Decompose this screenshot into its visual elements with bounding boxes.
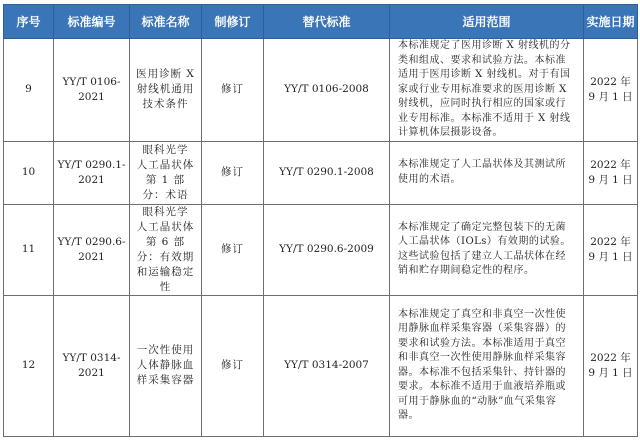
cell-date: 2022 年 9 月 1 日 bbox=[584, 295, 638, 436]
cell-scope: 本标准规定了医用诊断 X 射线机的分类和组成、要求和试验方法。本标准适用于医用诊断 X 射线机。对于有国家或行业专用标准要求的医用诊断 X 射线机，应同时执行相应的国家或行业专用标准。本标准不适用于 X 射线计算机体层摄影设备。 bbox=[390, 39, 584, 142]
cell-date: 2022 年 9 月 1 日 bbox=[584, 39, 638, 142]
cell-no: 10 bbox=[4, 141, 54, 204]
cell-type: 修订 bbox=[202, 39, 264, 142]
cell-scope: 本标准规定了人工晶状体及其测试所使用的术语。 bbox=[390, 141, 584, 204]
cell-name: 医用诊断 X 射线机通用技术条件 bbox=[130, 39, 202, 142]
cell-replaces: YY/T 0314-2007 bbox=[264, 295, 390, 436]
cell-type: 修订 bbox=[202, 141, 264, 204]
cell-scope: 本标准规定了真空和非真空一次性使用静脉血样采集容器（采集容器）的要求和试验方法。本标准适用于真空和非真空一次性使用静脉血样采集容器。本标准不包括采集针、持针器的要求。本标准不适用于血液培养瓶或可用于静脉血的“动脉”血气采集容器。 bbox=[390, 295, 584, 436]
cell-date: 2022 年 9 月 1 日 bbox=[584, 204, 638, 295]
cell-scope: 本标准规定了确定完整包装下的无菌人工晶状体（IOLs）有效期的试验。这些试验包括了建立人工晶状体在经销和贮存期间稳定性的程序。 bbox=[390, 204, 584, 295]
table-row bbox=[4, 295, 638, 436]
cell-no: 12 bbox=[4, 295, 54, 436]
cell-code: YY/T 0106-2021 bbox=[54, 39, 130, 142]
table-row bbox=[4, 204, 638, 295]
header-replaces: 替代标准 bbox=[264, 5, 390, 39]
cell-code: YY/T 0290.6-2021 bbox=[54, 204, 130, 295]
standards-table bbox=[3, 4, 638, 437]
cell-name: 眼科光学 人工晶状体 第 6 部分：有效期和运输稳定性 bbox=[130, 204, 202, 295]
cell-no: 9 bbox=[4, 39, 54, 142]
header-type: 制修订 bbox=[202, 5, 264, 39]
table-header-row bbox=[4, 5, 638, 39]
cell-code: YY/T 0314-2021 bbox=[54, 295, 130, 436]
cell-date: 2022 年 9 月 1 日 bbox=[584, 141, 638, 204]
cell-type: 修订 bbox=[202, 295, 264, 436]
table-row bbox=[4, 141, 638, 204]
cell-name: 眼科光学 人工晶状体 第 1 部分：术语 bbox=[130, 141, 202, 204]
cell-code: YY/T 0290.1-2021 bbox=[54, 141, 130, 204]
cell-replaces: YY/T 0290.6-2009 bbox=[264, 204, 390, 295]
cell-name: 一次性使用人体静脉血样采集容器 bbox=[130, 295, 202, 436]
header-no: 序号 bbox=[4, 5, 54, 39]
header-code: 标准编号 bbox=[54, 5, 130, 39]
header-scope: 适用范围 bbox=[390, 5, 584, 39]
table-row bbox=[4, 39, 638, 142]
cell-replaces: YY/T 0106-2008 bbox=[264, 39, 390, 142]
cell-type: 修订 bbox=[202, 204, 264, 295]
header-date: 实施日期 bbox=[584, 5, 638, 39]
cell-no: 11 bbox=[4, 204, 54, 295]
cell-replaces: YY/T 0290.1-2008 bbox=[264, 141, 390, 204]
header-name: 标准名称 bbox=[130, 5, 202, 39]
